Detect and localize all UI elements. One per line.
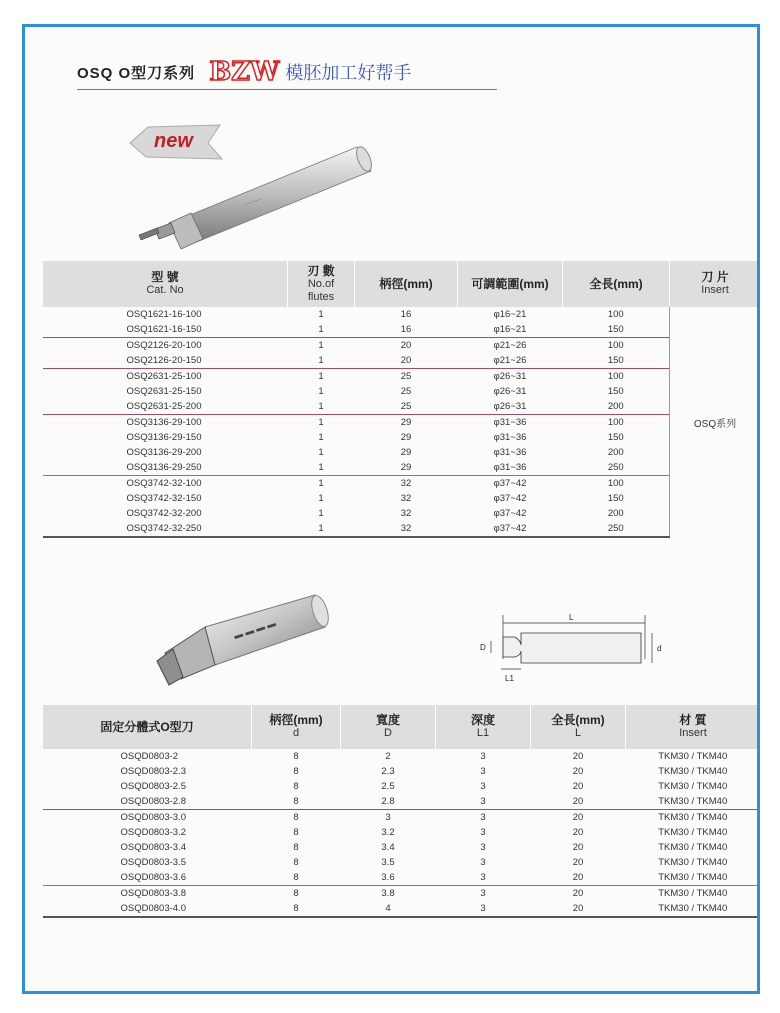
table-cell-w: 3.6 (381, 872, 395, 883)
table-cell-m: TKM30 / TKM40 (626, 886, 761, 902)
table-cell-w: 3.8 (341, 886, 436, 902)
osq-spec-table (42, 261, 760, 538)
table-cell-fl: 1 (318, 462, 324, 473)
table-cell-fl: 1 (288, 521, 355, 537)
table-cell-l: 200 (607, 401, 624, 412)
brand-logo: BZW (209, 57, 280, 87)
table-cell-fl: 1 (318, 401, 324, 412)
table-cell-l: 150 (607, 386, 624, 397)
table-row (43, 460, 761, 476)
table-cell-w: 3 (341, 810, 436, 826)
col-sublabel: Insert (701, 284, 729, 296)
table-header-row (43, 261, 761, 307)
table-cell-dep: 3 (436, 901, 531, 917)
table-cell-r: φ26~31 (493, 401, 527, 412)
table-cell-d: 8 (293, 827, 299, 838)
table-cell-cat: OSQ3742-32-250 (43, 521, 288, 537)
table-cell-l: 20 (572, 842, 584, 853)
table-cell-l: 200 (607, 447, 624, 458)
table-row (43, 322, 761, 338)
table-cell-cat: OSQD0803-3.2 (120, 827, 186, 838)
table-cell-d: 29 (400, 447, 412, 458)
dim-L1: L1 (505, 674, 514, 683)
table-cell-cat: OSQD0803-2.3 (120, 766, 186, 777)
table-cell-cat: OSQ3136-29-100 (43, 415, 288, 431)
col-sublabel: d (292, 727, 300, 739)
table-cell-l: 100 (563, 369, 670, 385)
table-row (43, 491, 761, 506)
table-cell-w: 3.4 (381, 842, 395, 853)
table-cell-l: 100 (563, 338, 670, 354)
table-cell-l: 150 (607, 493, 624, 504)
col-shank (252, 705, 341, 749)
table-row (43, 506, 761, 521)
table-cell-fl: 1 (318, 493, 324, 504)
col-label: 刀 片 (701, 270, 729, 284)
table-cell-dep: 3 (480, 842, 486, 853)
table-cell-fl: 1 (318, 309, 324, 320)
table-row (43, 476, 761, 492)
table-cell-l: 20 (572, 781, 584, 792)
table-cell-m: TKM30 / TKM40 (658, 751, 728, 762)
table-cell-d: 8 (293, 796, 299, 807)
col-sublabel: L (574, 727, 582, 739)
table-row (43, 521, 761, 537)
page-title: OSQ O型刀系列 (77, 64, 196, 82)
table-cell-fl: 1 (318, 508, 324, 519)
col-range: 可調範圍(mm) (458, 261, 563, 307)
col-sublabel: D (384, 727, 392, 739)
col-sublabel: L1 (476, 727, 490, 739)
dim-d: d (657, 644, 662, 653)
table-cell-r: φ21~26 (493, 355, 527, 366)
table-cell-cat: OSQD0803-3.0 (43, 810, 252, 826)
table-cell-dep: 3 (480, 872, 486, 883)
col-name: 固定分體式O型刀 (43, 705, 252, 749)
table-row (43, 825, 761, 840)
table-cell-m: TKM30 / TKM40 (658, 781, 728, 792)
col-sublabel: No.of (307, 277, 335, 290)
table-cell-w: 2.8 (381, 796, 395, 807)
table-cell-l: 20 (531, 901, 626, 917)
table-cell-fl: 1 (318, 324, 324, 335)
table-row (43, 779, 761, 794)
table-cell-w: 2.5 (381, 781, 395, 792)
table-cell-r: φ31~36 (493, 462, 527, 473)
svg-text:▬ ▬ ▬ ▬: ▬ ▬ ▬ ▬ (232, 617, 278, 641)
table-cell-r: φ31~36 (458, 415, 563, 431)
table-cell-fl: 1 (288, 476, 355, 492)
page-header (77, 57, 411, 87)
table-cell-cat: OSQ2126-20-100 (43, 338, 288, 354)
table-row (43, 338, 761, 354)
brand-tagline: 模胚加工好帮手 (285, 63, 412, 84)
table-cell-fl: 1 (288, 338, 355, 354)
table-cell-cat: OSQD0803-2.5 (120, 781, 186, 792)
table-row (43, 764, 761, 779)
table-cell-fl: 1 (318, 386, 324, 397)
col-cat-no (43, 261, 288, 307)
osqd-spec-table (42, 705, 760, 918)
col-label: 刃 數 (307, 263, 335, 278)
table-row (43, 870, 761, 886)
table-cell-cat: OSQD0803-3.4 (120, 842, 186, 853)
table-cell-fl: 1 (318, 447, 324, 458)
col-material (626, 705, 761, 749)
col-depth (436, 705, 531, 749)
table-cell-d: 8 (293, 781, 299, 792)
table-cell-d: 29 (355, 415, 458, 431)
table-cell-cat: OSQ2631-25-150 (126, 386, 202, 397)
col-insert (670, 261, 761, 307)
table-cell-d: 25 (400, 386, 412, 397)
table-cell-m: TKM30 / TKM40 (658, 857, 728, 868)
col-label: 寬度 (375, 713, 400, 727)
table-cell-d: 8 (252, 886, 341, 902)
table-cell-cat: OSQD0803-4.0 (43, 901, 252, 917)
table-row (43, 384, 761, 399)
table-cell-dep: 3 (480, 766, 486, 777)
col-label: 柄徑(mm) (269, 713, 323, 727)
table-cell-d: 8 (252, 810, 341, 826)
table-cell-cat: OSQ3136-29-250 (126, 462, 202, 473)
table-cell-m: TKM30 / TKM40 (658, 766, 728, 777)
table-cell-l: 150 (607, 324, 624, 335)
table-cell-r: φ31~36 (493, 432, 527, 443)
table-row (43, 369, 761, 385)
table-cell-fl: 1 (288, 415, 355, 431)
dimension-diagram (445, 593, 665, 693)
table-cell-d: 16 (400, 324, 412, 335)
table-cell-cat: OSQ3742-32-100 (43, 476, 288, 492)
table-cell-w: 2 (385, 751, 391, 762)
col-sublabel: flutes (307, 290, 335, 303)
table-row (43, 794, 761, 810)
table-cell-r: φ37~42 (493, 508, 527, 519)
catalog-page (22, 24, 760, 994)
table-cell-l: 20 (572, 857, 584, 868)
table-cell-d: 29 (400, 432, 412, 443)
table-cell-l: 20 (531, 810, 626, 826)
table-cell-l: 100 (607, 309, 624, 320)
table-cell-d: 16 (400, 309, 412, 320)
col-label: 型 號 (151, 270, 179, 284)
table-cell-dep: 3 (480, 857, 486, 868)
table-cell-l: 250 (563, 521, 670, 537)
table-cell-cat: OSQ3136-29-200 (126, 447, 202, 458)
table-cell-cat: OSQ2126-20-150 (126, 355, 202, 366)
table-cell-dep: 3 (436, 886, 531, 902)
table-row (43, 886, 761, 902)
table-row (43, 399, 761, 415)
table-cell-d: 8 (293, 857, 299, 868)
table-cell-r: φ37~42 (458, 476, 563, 492)
table-cell-l: 20 (572, 766, 584, 777)
table-cell-m: TKM30 / TKM40 (658, 796, 728, 807)
table-row (43, 307, 761, 322)
table-cell-m: TKM30 / TKM40 (626, 901, 761, 917)
col-length: 全長(mm) (563, 261, 670, 307)
table-cell-l: 20 (531, 886, 626, 902)
table-cell-w: 4 (341, 901, 436, 917)
table-cell-cat: OSQ3742-32-200 (126, 508, 202, 519)
table-cell-r: φ26~31 (493, 386, 527, 397)
col-flutes (288, 261, 355, 307)
table-cell-d: 8 (293, 842, 299, 853)
table-cell-r: φ37~42 (493, 493, 527, 504)
table-cell-m: TKM30 / TKM40 (658, 827, 728, 838)
table-cell-r: φ21~26 (458, 338, 563, 354)
table-cell-d: 32 (400, 493, 412, 504)
table-cell-d: 8 (293, 766, 299, 777)
table-cell-fl: 1 (318, 355, 324, 366)
table-cell-d: 8 (293, 872, 299, 883)
col-width (341, 705, 436, 749)
table-cell-r: φ31~36 (493, 447, 527, 458)
osqd-insert-image (145, 587, 345, 697)
table-row (43, 855, 761, 870)
table-cell-l: 20 (572, 751, 584, 762)
osq-tool-image (125, 137, 385, 267)
col-label: 材 質 (679, 713, 707, 727)
table-cell-fl: 1 (288, 369, 355, 385)
table-cell-d: 25 (355, 369, 458, 385)
table-cell-d: 8 (252, 901, 341, 917)
table-cell-m: TKM30 / TKM40 (658, 842, 728, 853)
table-cell-dep: 3 (480, 827, 486, 838)
new-label: new (154, 130, 193, 152)
table-cell-cat: OSQ2631-25-200 (126, 401, 202, 412)
table-cell-d: 20 (355, 338, 458, 354)
table-row (43, 415, 761, 431)
table-cell-cat: OSQ1621-16-100 (126, 309, 202, 320)
table-cell-cat: OSQD0803-2.8 (120, 796, 186, 807)
table-cell-d: 20 (400, 355, 412, 366)
table-cell-l: 150 (607, 355, 624, 366)
table-cell-r: φ26~31 (458, 369, 563, 385)
table-cell-dep: 3 (480, 751, 486, 762)
table-cell-w: 2.3 (381, 766, 395, 777)
table-cell-l: 150 (607, 432, 624, 443)
table-header-row (43, 705, 761, 749)
table-cell-dep: 3 (480, 781, 486, 792)
col-label: 全長(mm) (551, 713, 605, 727)
table-cell-w: 3.2 (381, 827, 395, 838)
table-row (43, 353, 761, 369)
table-row (43, 749, 761, 764)
table-cell-dep: 3 (480, 796, 486, 807)
table-cell-cat: OSQ3742-32-150 (126, 493, 202, 504)
table-cell-cat: OSQ3136-29-150 (126, 432, 202, 443)
table-cell-cat: OSQ1621-16-150 (126, 324, 202, 335)
table-cell-d: 25 (400, 401, 412, 412)
table-cell-cat: OSQD0803-3.6 (120, 872, 186, 883)
table-cell-fl: 1 (318, 432, 324, 443)
header-divider (77, 89, 497, 90)
table-cell-l: 20 (572, 827, 584, 838)
dim-D: D (480, 643, 486, 652)
table-cell-cat: OSQD0803-2 (120, 751, 179, 762)
col-sublabel: Cat. No (146, 284, 184, 296)
table-cell-l: 100 (563, 415, 670, 431)
table-row (43, 840, 761, 855)
table-cell-l: 250 (607, 462, 624, 473)
table-cell-cat: OSQ2631-25-100 (43, 369, 288, 385)
table-cell-d: 32 (355, 476, 458, 492)
col-label: 深度 (470, 713, 495, 727)
table-row (43, 810, 761, 826)
table-cell-dep: 3 (436, 810, 531, 826)
table-cell-r: φ16~21 (493, 324, 527, 335)
table-cell-r: φ16~21 (493, 309, 527, 320)
table-cell-d: 29 (400, 462, 412, 473)
col-shank: 柄徑(mm) (355, 261, 458, 307)
table-cell-cat: OSQD0803-3.8 (43, 886, 252, 902)
table-cell-l: 20 (572, 872, 584, 883)
col-length (531, 705, 626, 749)
table-cell-l: 200 (607, 508, 624, 519)
table-cell-m: TKM30 / TKM40 (626, 810, 761, 826)
table-row (43, 901, 761, 917)
dim-L: L (569, 613, 574, 622)
table-row (43, 445, 761, 460)
table-cell-w: 3.5 (381, 857, 395, 868)
table-cell-d: 8 (293, 751, 299, 762)
insert-series-cell: OSQ系列 (670, 307, 761, 537)
svg-text:~~~~~~: ~~~~~~ (243, 196, 263, 209)
table-cell-cat: OSQD0803-3.5 (120, 857, 186, 868)
table-cell-l: 100 (563, 476, 670, 492)
table-cell-l: 20 (572, 796, 584, 807)
table-row (43, 430, 761, 445)
table-cell-r: φ37~42 (458, 521, 563, 537)
col-sublabel: Insert (679, 727, 707, 739)
table-cell-m: TKM30 / TKM40 (658, 872, 728, 883)
table-cell-d: 32 (355, 521, 458, 537)
table-cell-d: 32 (400, 508, 412, 519)
